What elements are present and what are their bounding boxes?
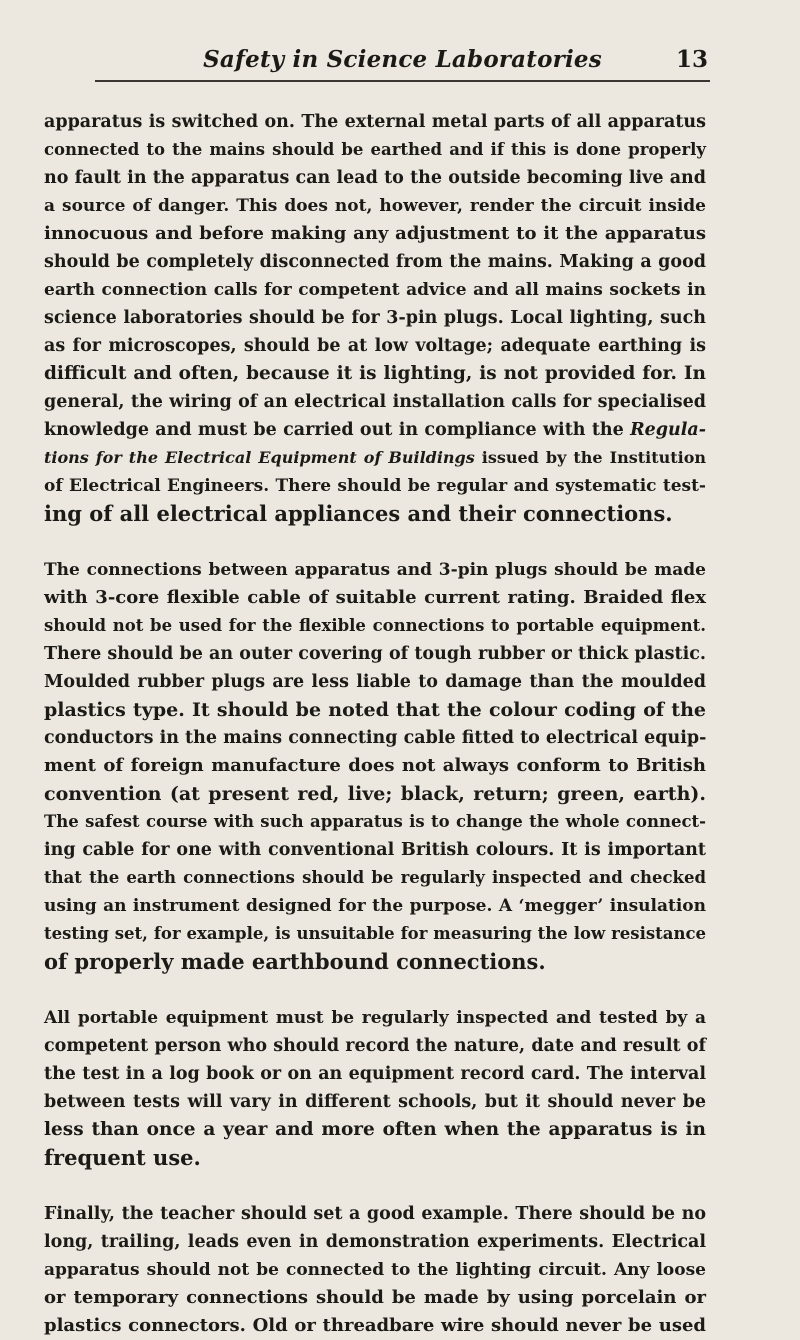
text-line: ing cable for one with conventional British colours. It is important xyxy=(44,840,706,860)
text-line: innocuous and before making any adjustment to it the apparatus xyxy=(44,223,706,244)
text-line: ing of all electrical appliances and their connections. xyxy=(44,501,673,526)
text-line: less than once a year and more often when the apparatus is in xyxy=(44,1119,706,1140)
text-line: apparatus should not be connected to the lighting circuit. Any loose xyxy=(44,1260,706,1280)
text-line: frequent use. xyxy=(44,1145,201,1170)
text-line: Moulded rubber plugs are less liable to damage than the moulded xyxy=(44,672,706,692)
text-run: knowledge and must be carried out in compliance with the xyxy=(44,420,631,440)
text-line: between tests will vary in different schools, but it should never be xyxy=(44,1092,706,1112)
text-line: with 3-core flexible cable of suitable current rating. Braided flex xyxy=(44,587,706,608)
text-line: that the earth connections should be regularly inspected and checked xyxy=(44,868,706,887)
text-line: earth connection calls for competent advice and all mains sockets in xyxy=(44,280,706,300)
text-line: general, the wiring of an electrical installation calls for specialised xyxy=(44,392,706,412)
text-line: apparatus is switched on. The external metal parts of all apparatus xyxy=(44,112,706,132)
text-line: of properly made earthbound connections. xyxy=(44,949,546,974)
text-line: should not be used for the flexible connections to portable equipment. xyxy=(44,616,706,635)
paragraph-gap xyxy=(44,528,706,556)
text-line: the test in a log book or on an equipment record card. The interval xyxy=(44,1064,706,1084)
text-line-mixed xyxy=(44,444,706,472)
text-line: testing set, for example, is unsuitable for measuring the low resistance xyxy=(44,924,706,943)
text-line: no fault in the apparatus can lead to the outside becoming live and xyxy=(44,168,706,188)
running-title: Safety in Science Laboratories xyxy=(203,46,602,73)
text-line: difficult and often, because it is lighting, is not provided for. In xyxy=(44,363,706,384)
text-line: The connections between apparatus and 3-pin plugs should be made xyxy=(44,560,706,580)
text-line: or temporary connections should be made by using porcelain or xyxy=(44,1287,706,1308)
text-line: using an instrument designed for the purpose. A ‘megger’ insulation xyxy=(44,896,706,916)
text-line: connected to the mains should be earthed and if this is done properly xyxy=(44,140,706,159)
paragraph-2 xyxy=(44,556,706,976)
text-line: Finally, the teacher should set a good example. There should be no xyxy=(44,1204,706,1224)
text-line: The safest course with such apparatus is to change the whole connect- xyxy=(44,812,706,831)
italic-run: Regula- xyxy=(630,420,706,440)
text-line-mixed xyxy=(44,416,706,444)
paragraph-1 xyxy=(44,108,706,528)
paragraph-gap xyxy=(44,976,706,1004)
text-line: science laboratories should be for 3-pin plugs. Local lighting, such xyxy=(44,308,706,328)
text-run: issued by the Institution xyxy=(474,448,707,467)
text-line: long, trailing, leads even in demonstration experiments. Electrical xyxy=(44,1232,706,1252)
text-line: ment of foreign manufacture does not always conform to British xyxy=(44,755,706,776)
text-line: as for microscopes, should be at low voltage; adequate earthing is xyxy=(44,336,706,356)
text-line: conductors in the mains connecting cable fitted to electrical equip- xyxy=(44,728,707,748)
italic-run: tions for the Electrical Equipment of Buildings xyxy=(44,448,475,467)
paragraph-gap xyxy=(44,1172,706,1200)
text-line: plastics connectors. Old or threadbare wire should never be used xyxy=(44,1315,706,1336)
text-line: There should be an outer covering of tough rubber or thick plastic. xyxy=(44,644,706,664)
text-line: All portable equipment must be regularly inspected and tested by a xyxy=(44,1008,706,1028)
body-text xyxy=(44,108,706,1340)
paragraph-3 xyxy=(44,1004,706,1172)
text-line: plastics type. It should be noted that the colour coding of the xyxy=(44,699,706,721)
page-number: 13 xyxy=(675,46,708,73)
text-line: competent person who should record the nature, date and result of xyxy=(44,1036,706,1056)
text-line: of Electrical Engineers. There should be regular and systematic test- xyxy=(44,476,706,496)
paragraph-4 xyxy=(44,1200,706,1340)
text-line: convention (at present red, live; black, return; green, earth). xyxy=(44,783,706,805)
text-line: should be completely disconnected from the mains. Making a good xyxy=(44,252,706,272)
running-header xyxy=(95,44,710,82)
text-line: a source of danger. This does not, however, render the circuit inside xyxy=(44,196,706,216)
